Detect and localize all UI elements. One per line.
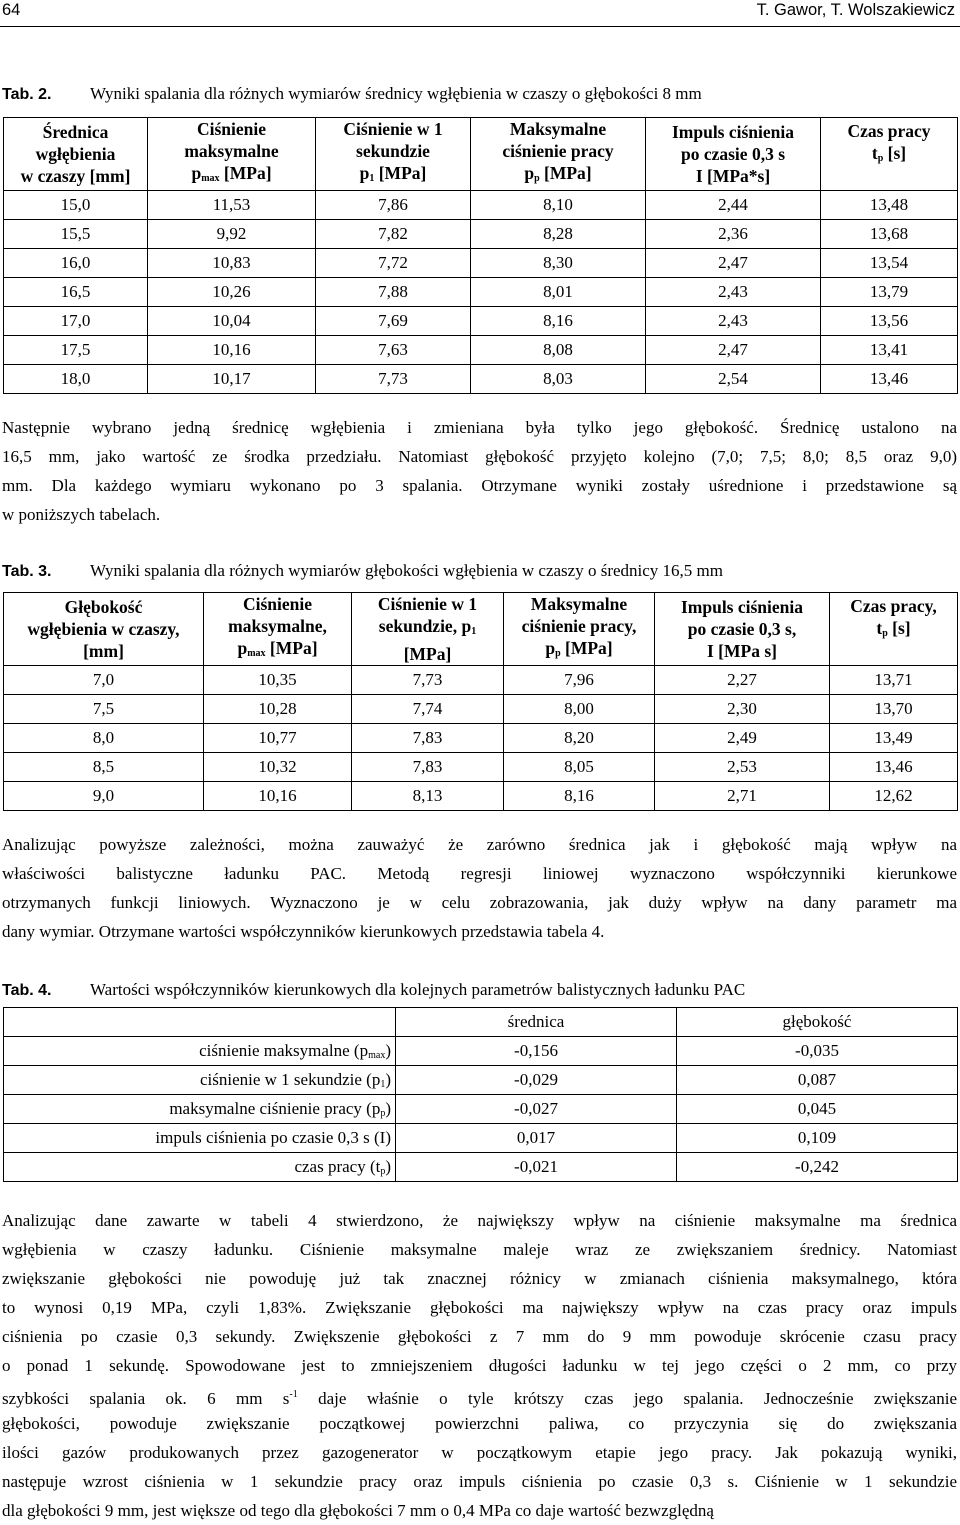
paragraph-2: [2, 830, 957, 946]
text-line: wgłębienia w czaszy ładunku. Ciśnienie maksymalne maleje wraz ze zwiększaniem średnicy. Natomiast: [2, 1240, 957, 1259]
tab2-row: [4, 191, 958, 220]
tab4-cell: -0,021: [396, 1153, 677, 1182]
tab2-cell: 13,41: [821, 336, 958, 365]
text-line: dany wymiar. Otrzymane wartości współczynników kierunkowych przedstawia tabela 4.: [2, 922, 605, 941]
tab2-cell: 16,5: [4, 278, 148, 307]
tab2-cell: 8,16: [471, 307, 646, 336]
tab4-row: [4, 1124, 958, 1153]
tab4-cell: 0,087: [677, 1066, 958, 1095]
tab2-col-header: Maksymalne ciśnienie pracy $p_p$ [MPa]: [471, 118, 646, 191]
text-line: zwiększanie głębokości nie powoduję już tak znacznej różnicy w zmianach ciśnienia maksymalnego, która: [2, 1269, 957, 1288]
tab2-body: [4, 191, 958, 394]
tab2-cell: 7,63: [316, 336, 471, 365]
tab3-col-header: Ciśnienie w 1 sekundzie, $p_1$ [MPa]: [352, 593, 504, 666]
text-line: mm. Dla każdego wymiaru wykonano po 3 spalania. Otrzymane wyniki zostały uśrednione i przedstawione są: [2, 476, 957, 495]
tab4-caption: [2, 980, 745, 1000]
tab2-cell: 13,48: [821, 191, 958, 220]
text-line: głębokości, powoduje zwiększanie początkowej powierzchni paliwa, co przyczynia się do zwiększania: [2, 1414, 957, 1433]
tab3-row: [4, 753, 958, 782]
tab2-col-header: Ciśnienie w 1 sekundzie $p_1$ [MPa]: [316, 118, 471, 191]
text-line: Analizując dane zawarte w tabeli 4 stwierdzono, że największy wpływ na ciśnienie maksymalne ma średnica: [2, 1211, 957, 1230]
tab2-cell: 15,5: [4, 220, 148, 249]
page-header: [0, 0, 960, 26]
tab2-cell: 8,03: [471, 365, 646, 394]
tab3-caption: [2, 561, 723, 581]
tab2-cell: 11,53: [148, 191, 316, 220]
tab2-cell: 8,30: [471, 249, 646, 278]
tab3-row: [4, 666, 958, 695]
tab2-cell: 2,43: [646, 307, 821, 336]
tab3-cell: 7,5: [4, 695, 204, 724]
tab3-cell: 7,73: [352, 666, 504, 695]
tab2-row: [4, 278, 958, 307]
tab2-cell: 13,46: [821, 365, 958, 394]
tab2-row: [4, 365, 958, 394]
text-line: Następnie wybrano jedną średnicę wgłębienia i zmieniana była tylko jego głębokość. Średnicę ustalono na: [2, 418, 957, 437]
tab2-cell: 17,0: [4, 307, 148, 336]
tab4-row-label: czas pracy $(t_p)$: [4, 1153, 396, 1182]
tab3-cell: 10,28: [204, 695, 352, 724]
tab4-body: [4, 1037, 958, 1182]
tab3-cell: 8,05: [504, 753, 655, 782]
tab3-header-row: [4, 593, 958, 666]
tab3-cell: 7,83: [352, 753, 504, 782]
tab2-cell: 13,56: [821, 307, 958, 336]
tab2-cell: 2,43: [646, 278, 821, 307]
tab2-cell: 10,16: [148, 336, 316, 365]
tab2-cell: 10,04: [148, 307, 316, 336]
tab4-row: [4, 1153, 958, 1182]
paragraph-3: [2, 1206, 957, 1525]
tab4-row: [4, 1066, 958, 1095]
tab2-cell: 7,88: [316, 278, 471, 307]
tab2-cell: 10,83: [148, 249, 316, 278]
tab2-table: [3, 117, 958, 394]
tab2-header-row: [4, 118, 958, 191]
tab3-cell: 13,49: [830, 724, 958, 753]
tab4-row-label: ciśnienie maksymalne $(p_{max})$: [4, 1037, 396, 1066]
tab2-cell: 8,08: [471, 336, 646, 365]
tab2-row: [4, 336, 958, 365]
text-line: właściwości balistyczne ładunku PAC. Metodą regresji liniowej wyznaczono współczynniki kierunkowe: [2, 864, 957, 883]
tab2-col-header: Ciśnienie maksymalne $p_{max}$ [MPa]: [148, 118, 316, 191]
tab4-header-row: [4, 1008, 958, 1037]
text-line: w poniższych tabelach.: [2, 505, 161, 524]
text-line: ilości gazów produkowanych przez gazogenerator w początkowym etapie jego pracy. Jak pokazują wyniki,: [2, 1443, 957, 1462]
tab2-cell: 18,0: [4, 365, 148, 394]
tab3-col-header: Czas pracy, $t_p$ [s]: [830, 593, 958, 666]
tab3-cell: 7,0: [4, 666, 204, 695]
tab3-cell: 2,49: [655, 724, 830, 753]
tab2-cell: 2,47: [646, 336, 821, 365]
text-line: otrzymanych funkcji liniowych. Wyznaczono je w celu zobrazowania, jak duży wpływ na dany parametr ma: [2, 893, 957, 912]
tab3-cell: 12,62: [830, 782, 958, 811]
tab3-cell: 10,32: [204, 753, 352, 782]
text-line: o ponad 1 sekundę. Spowodowane jest to zmniejszeniem długości ładunku w tej jego części o 2 mm, co przy: [2, 1356, 957, 1375]
tab2-label: Tab. 2.: [2, 86, 52, 103]
text-line: Analizując powyższe zależności, można zauważyć że zarówno średnica jak i głębokość mają wpływ na: [2, 835, 957, 854]
text-line: to wynosi 0,19 MPa, czyli 1,83%. Zwiększanie głębokości ma największy wpływ na czas pracy oraz impuls: [2, 1298, 957, 1317]
tab2-cell: 7,73: [316, 365, 471, 394]
page-number: 64: [2, 1, 21, 19]
tab3-cell: 10,16: [204, 782, 352, 811]
tab2-caption: [2, 84, 702, 104]
tab4-label: Tab. 4.: [2, 982, 52, 999]
tab3-cell: 7,74: [352, 695, 504, 724]
tab2-cell: 16,0: [4, 249, 148, 278]
tab3-label: Tab. 3.: [2, 563, 52, 580]
tab3-col-header: Maksymalne ciśnienie pracy, $p_p$ [MPa]: [504, 593, 655, 666]
tab2-col-header: Czas pracy $t_p$ [s]: [821, 118, 958, 191]
tab3-col-header: Głębokość wgłębienia w czaszy, [mm]: [4, 593, 204, 666]
tab2-row: [4, 249, 958, 278]
tab3-caption-text: Wyniki spalania dla różnych wymiarów głębokości wgłębienia w czaszy o średnicy 16,5 mm: [90, 561, 723, 580]
tab2-cell: 7,86: [316, 191, 471, 220]
tab2-cell: 17,5: [4, 336, 148, 365]
tab3-cell: 13,70: [830, 695, 958, 724]
tab4-cell: -0,027: [396, 1095, 677, 1124]
tab2-cell: 7,69: [316, 307, 471, 336]
tab4-cell: -0,242: [677, 1153, 958, 1182]
tab2-col-header: Średnica wgłębienia w czaszy [mm]: [4, 118, 148, 191]
tab4-row: [4, 1095, 958, 1124]
tab2-cell: 7,72: [316, 249, 471, 278]
tab2-cell: 13,79: [821, 278, 958, 307]
tab3-cell: 8,0: [4, 724, 204, 753]
tab4-row: [4, 1037, 958, 1066]
tab3-cell: 8,20: [504, 724, 655, 753]
tab3-cell: 9,0: [4, 782, 204, 811]
tab2-cell: 13,54: [821, 249, 958, 278]
tab2-cell: 13,68: [821, 220, 958, 249]
tab2-cell: 10,17: [148, 365, 316, 394]
tab3-cell: 13,46: [830, 753, 958, 782]
tab2-row: [4, 220, 958, 249]
tab4-cell: -0,029: [396, 1066, 677, 1095]
tab2-cell: 2,54: [646, 365, 821, 394]
tab2-caption-text: Wyniki spalania dla różnych wymiarów średnicy wgłębienia w czaszy o głębokości 8 mm: [90, 84, 702, 103]
tab4-col-header: głębokość: [677, 1008, 958, 1037]
tab2-cell: 15,0: [4, 191, 148, 220]
tab3-row: [4, 724, 958, 753]
tab2-cell: 8,01: [471, 278, 646, 307]
tab3-table: [3, 592, 958, 811]
tab3-cell: 2,71: [655, 782, 830, 811]
tab4-cell: -0,035: [677, 1037, 958, 1066]
tab3-cell: 8,16: [504, 782, 655, 811]
tab4-caption-text: Wartości współczynników kierunkowych dla kolejnych parametrów balistycznych ładunku PAC: [90, 980, 746, 999]
tab3-body: [4, 666, 958, 811]
tab4-col-header: [4, 1008, 396, 1037]
tab3-cell: 8,5: [4, 753, 204, 782]
tab3-col-header: Ciśnienie maksymalne, $p_{max}$ [MPa]: [204, 593, 352, 666]
tab2-col-header: Impuls ciśnienia po czasie 0,3 s I [MPa*s]: [646, 118, 821, 191]
tab4-cell: -0,156: [396, 1037, 677, 1066]
tab3-row: [4, 695, 958, 724]
tab4-row-label: maksymalne ciśnienie pracy $(p_p)$: [4, 1095, 396, 1124]
tab3-cell: 8,13: [352, 782, 504, 811]
header-rule: [0, 26, 960, 27]
tab4-row-label: impuls ciśnienia po czasie 0,3 s (I): [4, 1124, 396, 1153]
tab3-cell: 10,35: [204, 666, 352, 695]
tab3-cell: 2,30: [655, 695, 830, 724]
tab3-cell: 10,77: [204, 724, 352, 753]
text-line: 16,5 mm, jako wartość ze środka przedziału. Natomiast głębokość przyjęto kolejno (7,0; 7,5; 8,0; 8,5 oraz 9,0): [2, 447, 957, 466]
tab3-cell: 2,53: [655, 753, 830, 782]
tab3-row: [4, 782, 958, 811]
tab2-cell: 9,92: [148, 220, 316, 249]
tab3-cell: 7,83: [352, 724, 504, 753]
tab4-table: [3, 1007, 958, 1182]
tab4-row-label: ciśnienie w 1 sekundzie $(p_1)$: [4, 1066, 396, 1095]
tab2-cell: 8,28: [471, 220, 646, 249]
tab2-cell: 10,26: [148, 278, 316, 307]
tab4-cell: 0,017: [396, 1124, 677, 1153]
tab2-cell: 2,44: [646, 191, 821, 220]
text-line: szybkości spalania ok. 6 mm $s^{-1}$ daje właśnie o tyle krótszy czas jego spalania. Jednocześnie zwiększanie: [2, 1389, 957, 1408]
tab3-cell: 13,71: [830, 666, 958, 695]
tab3-col-header: Impuls ciśnienia po czasie 0,3 s, I [MPa s]: [655, 593, 830, 666]
text-line: ciśnienia po czasie 0,3 sekundy. Zwiększenie głębokości z 7 mm do 9 mm powoduje skrócenie czasu pracy: [2, 1327, 957, 1346]
running-authors: T. Gawor, T. Wolszakiewicz: [756, 1, 955, 19]
tab3-cell: 8,00: [504, 695, 655, 724]
tab4-cell: 0,109: [677, 1124, 958, 1153]
tab4-col-header: średnica: [396, 1008, 677, 1037]
text-line: następuje wzrost ciśnienia w 1 sekundzie pracy oraz impuls ciśnienia po czasie 0,3 s. Ciśnienie w 1 sekundzie: [2, 1472, 957, 1491]
tab2-row: [4, 307, 958, 336]
tab3-cell: 7,96: [504, 666, 655, 695]
tab2-cell: 2,36: [646, 220, 821, 249]
tab2-cell: 2,47: [646, 249, 821, 278]
tab3-cell: 2,27: [655, 666, 830, 695]
tab4-cell: 0,045: [677, 1095, 958, 1124]
tab2-cell: 8,10: [471, 191, 646, 220]
tab2-cell: 7,82: [316, 220, 471, 249]
paragraph-1: [2, 413, 957, 529]
text-line: dla głębokości 9 mm, jest większe od tego dla głębokości 7 mm o 0,4 MPa co daje wartość bezwzględną: [2, 1501, 714, 1520]
